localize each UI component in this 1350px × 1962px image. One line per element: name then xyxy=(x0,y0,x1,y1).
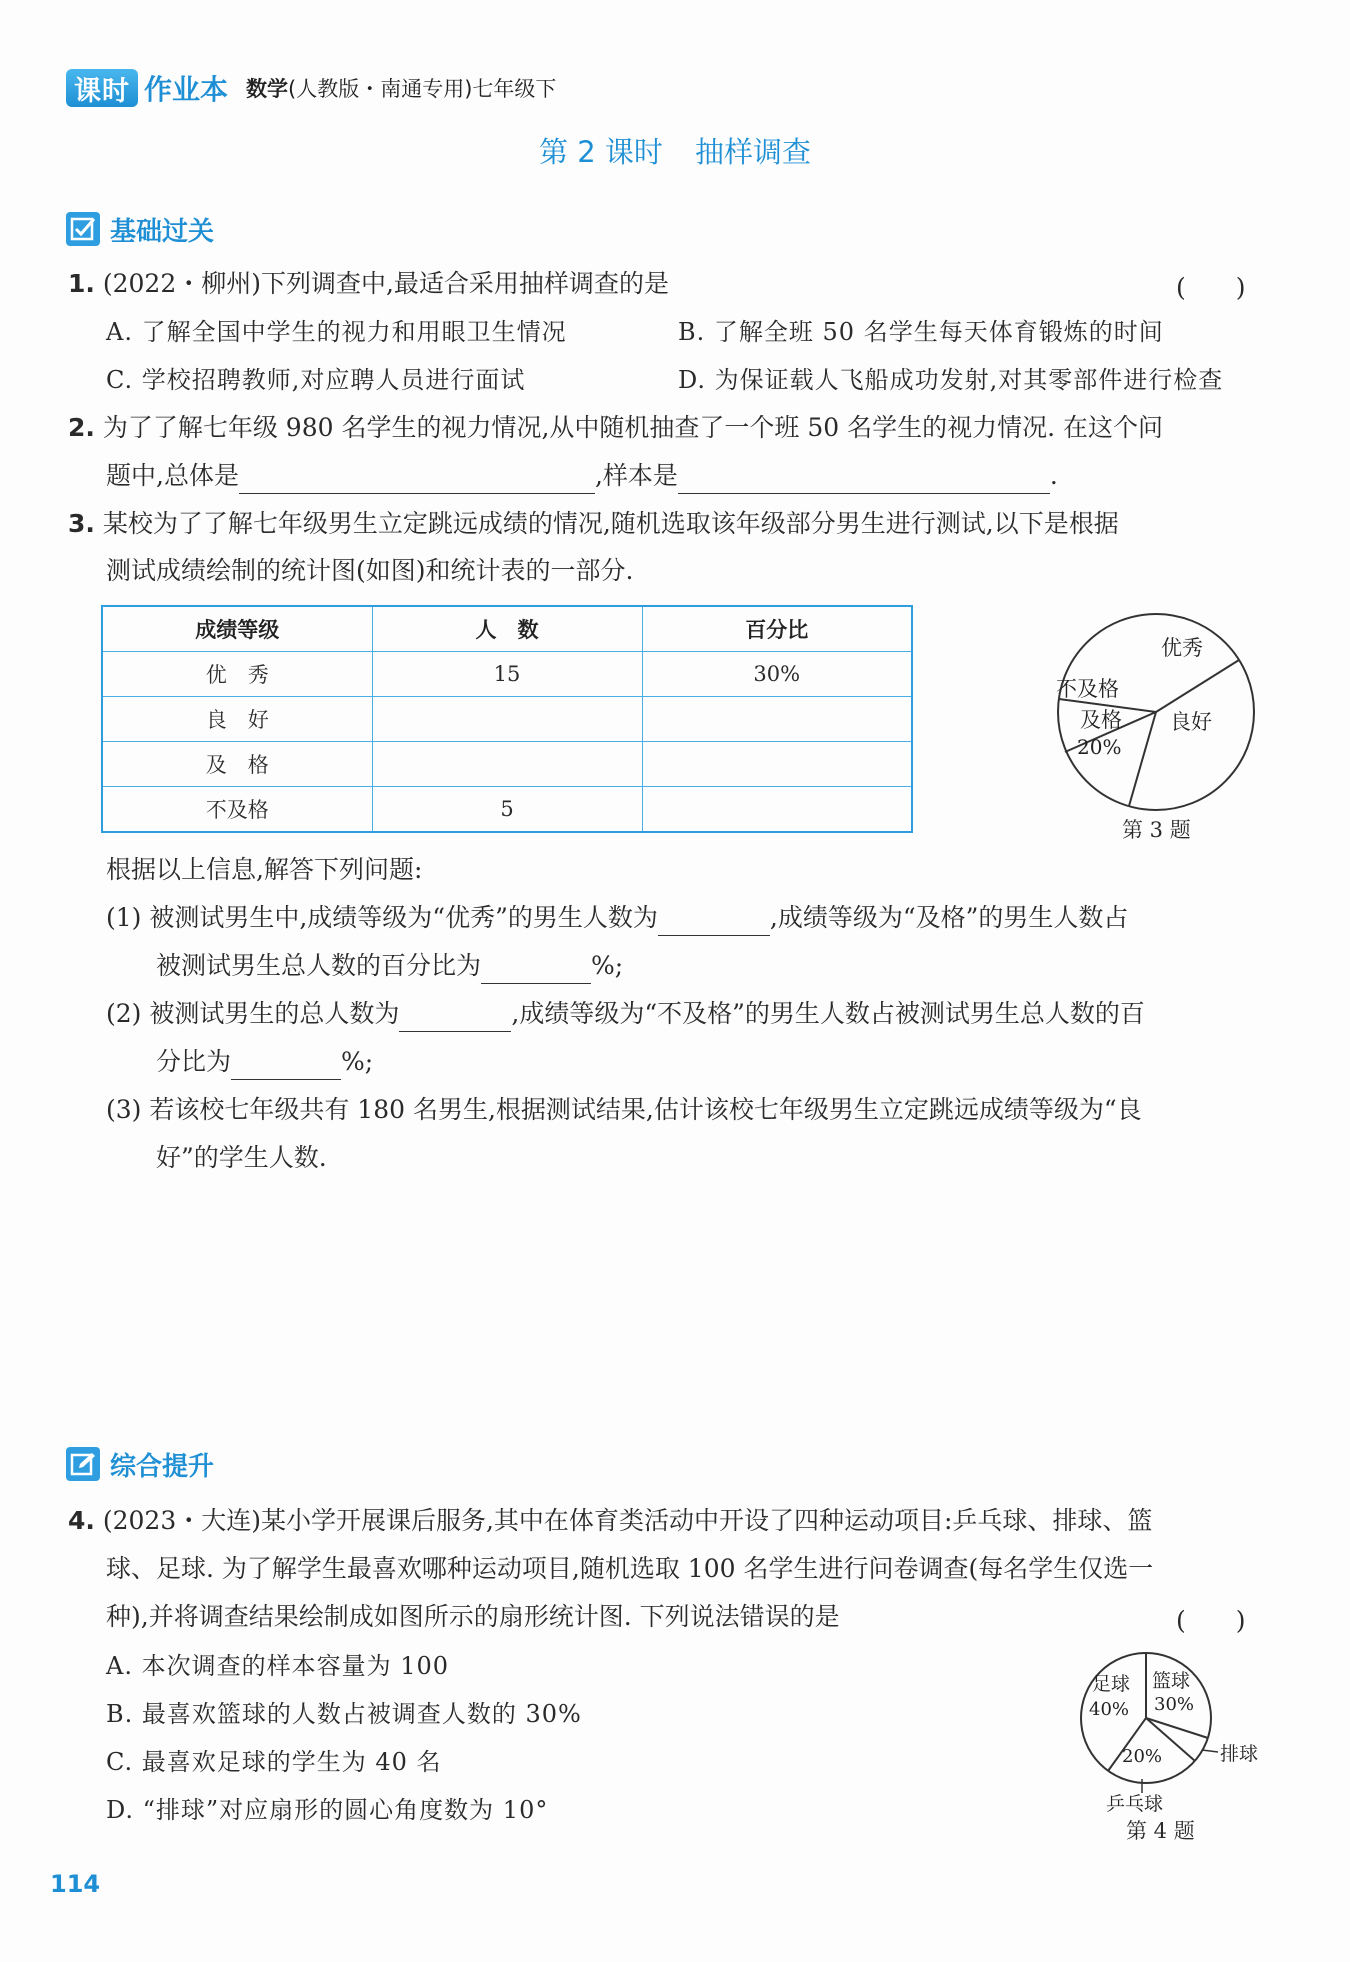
question-4-answer-paren: ( ) xyxy=(1176,1606,1246,1635)
table-header-grade: 成绩等级 xyxy=(102,606,372,652)
pie-label-basketball-percent: 30% xyxy=(1154,1694,1195,1715)
pie-divider xyxy=(1129,712,1156,806)
table-row xyxy=(102,697,912,742)
question-4-line-1 xyxy=(68,1503,1152,1539)
question-2-blank-sample xyxy=(678,467,1050,494)
book-brand: 作业本 xyxy=(144,73,229,106)
book-logo: 课时 xyxy=(66,69,138,107)
subject-name: 数学 xyxy=(246,77,289,101)
question-4-option-a: A. 本次调查的样本容量为 100 xyxy=(106,1652,450,1680)
book-subject-line xyxy=(246,73,556,103)
question-2-line-2 xyxy=(106,458,1058,494)
pie-label-football-percent: 40% xyxy=(1089,1699,1130,1720)
section-basic-header xyxy=(66,209,214,249)
page-number: 114 xyxy=(50,1870,101,1898)
question-4-option-b: B. 最喜欢篮球的人数占被调查人数的 30% xyxy=(106,1700,582,1728)
question-4-figure-caption: 第 4 题 xyxy=(1126,1819,1195,1843)
question-3-line-1 xyxy=(68,506,1119,542)
question-1-answer-paren: ( ) xyxy=(1176,273,1246,302)
question-1-option-a: A. 了解全国中学生的视力和用眼卫生情况 xyxy=(106,318,567,346)
table-header-count: 人 数 xyxy=(372,606,642,652)
pie-label-good: 良好 xyxy=(1170,710,1212,734)
table-header-percent: 百分比 xyxy=(642,606,912,652)
question-1-option-c: C. 学校招聘教师,对应聘人员进行面试 xyxy=(106,366,526,394)
table-header-row xyxy=(102,606,912,652)
section-advanced-header xyxy=(66,1444,214,1484)
question-4-line-3: 种),并将调查结果绘制成如图所示的扇形统计图. 下列说法错误的是 xyxy=(106,1602,840,1631)
table-cell xyxy=(642,742,912,787)
question-1-stem xyxy=(68,266,669,302)
question-1-number: 1. xyxy=(68,269,95,298)
sub-1-text-c: 被测试男生总人数的百分比为 xyxy=(156,951,482,980)
section-advanced-label: 综合提升 xyxy=(110,1451,215,1482)
lesson-number: 第 2 课时 xyxy=(539,135,663,169)
question-3-sub-2-line-2 xyxy=(156,1044,373,1080)
question-3-table xyxy=(101,605,913,833)
question-3-intro: 根据以上信息,解答下列问题: xyxy=(106,855,423,884)
table-cell xyxy=(642,697,912,742)
pie-divider xyxy=(1156,660,1239,712)
question-4-text: (2023・大连)某小学开展课后服务,其中在体育类活动中开设了四种运动项目:乒乓球、排球、篮 xyxy=(102,1506,1153,1535)
lesson-title xyxy=(0,130,1350,171)
question-3-text: 某校为了了解七年级男生立定跳远成绩的情况,随机选取该年级部分男生进行测试,以下是根据 xyxy=(102,509,1119,538)
question-3-line-2: 测试成绩绘制的统计图(如图)和统计表的一部分. xyxy=(106,556,634,585)
table-row xyxy=(102,787,912,833)
pencil-icon xyxy=(66,1447,100,1481)
table-cell: 30% xyxy=(642,652,912,697)
sub-2-blank-fail-percent xyxy=(231,1053,341,1080)
table-cell: 不及格 xyxy=(102,787,372,833)
pie-label-pingpong-percent: 20% xyxy=(1122,1746,1163,1767)
question-4-number: 4. xyxy=(68,1506,95,1535)
sub-2-blank-total xyxy=(399,1005,511,1032)
question-2-text: 为了了解七年级 980 名学生的视力情况,从中随机抽查了一个班 50 名学生的视力情况. 在这个问 xyxy=(102,413,1164,442)
table-cell xyxy=(372,697,642,742)
table-row xyxy=(102,652,912,697)
pie-label-pass-percent: 20% xyxy=(1077,735,1122,759)
question-2-number: 2. xyxy=(68,413,95,442)
pie-label-excellent: 优秀 xyxy=(1161,636,1203,660)
question-1-option-b: B. 了解全班 50 名学生每天体育锻炼的时间 xyxy=(678,318,1164,346)
question-4-option-d: D. “排球”对应扇形的圆心角度数为 10° xyxy=(106,1796,549,1824)
question-2-blank-population xyxy=(239,467,595,494)
pie-label-football: 足球 xyxy=(1092,1673,1131,1695)
table-cell xyxy=(642,787,912,833)
sub-1-blank-excellent xyxy=(658,909,770,936)
question-3-figure-caption: 第 3 题 xyxy=(1122,818,1191,842)
question-3-sub-1-line-2 xyxy=(156,948,623,984)
question-4-option-c: C. 最喜欢足球的学生为 40 名 xyxy=(106,1748,442,1776)
sub-1-blank-pass-percent xyxy=(481,957,591,984)
question-2-text-a: 题中,总体是 xyxy=(106,461,239,490)
book-header xyxy=(66,68,556,108)
edition-text: (人教版・南通专用)七年级下 xyxy=(288,77,557,101)
question-4-line-2: 球、足球. 为了解学生最喜欢哪种运动项目,随机选取 100 名学生进行问卷调查(每名学生仅选一 xyxy=(106,1554,1154,1583)
sub-2-text-a: (2) 被测试男生的总人数为 xyxy=(106,999,400,1028)
checkbox-icon xyxy=(66,212,100,246)
pie-label-volleyball: 排球 xyxy=(1220,1743,1259,1765)
pie-label-basketball: 篮球 xyxy=(1152,1670,1191,1692)
question-1-text: (2022・柳州)下列调查中,最适合采用抽样调查的是 xyxy=(102,269,669,298)
sub-1-text-d: %; xyxy=(591,951,624,980)
question-3-number: 3. xyxy=(68,509,95,538)
question-2-line-1 xyxy=(68,410,1163,446)
table-cell: 5 xyxy=(372,787,642,833)
question-4-pie-chart xyxy=(1070,1640,1270,1830)
sub-1-text-a: (1) 被测试男生中,成绩等级为“优秀”的男生人数为 xyxy=(106,903,658,932)
sub-2-text-d: %; xyxy=(341,1047,374,1076)
question-2-text-c: . xyxy=(1049,461,1058,490)
pie-label-pass: 及格 xyxy=(1080,708,1122,732)
sub-2-text-c: 分比为 xyxy=(156,1047,232,1076)
table-cell: 及 格 xyxy=(102,742,372,787)
question-1-option-d: D. 为保证载人飞船成功发射,对其零部件进行检查 xyxy=(678,366,1224,394)
question-2-text-b: ,样本是 xyxy=(594,461,678,490)
table-cell: 优 秀 xyxy=(102,652,372,697)
question-3-sub-3-line-2: 好”的学生人数. xyxy=(156,1143,327,1172)
table-cell: 良 好 xyxy=(102,697,372,742)
pie-divider xyxy=(1146,1718,1208,1738)
lesson-name: 抽样调查 xyxy=(694,135,811,169)
section-basic-label: 基础过关 xyxy=(110,216,215,247)
sub-2-text-b: ,成绩等级为“不及格”的男生人数占被测试男生总人数的百 xyxy=(511,999,1145,1028)
question-3-sub-1-line-1 xyxy=(106,900,1128,936)
question-3-pie-chart xyxy=(1050,606,1270,826)
pie-label-fail: 不及格 xyxy=(1056,677,1119,701)
question-3-sub-2-line-1 xyxy=(106,996,1145,1032)
table-row xyxy=(102,742,912,787)
table-cell: 15 xyxy=(372,652,642,697)
table-cell xyxy=(372,742,642,787)
question-3-sub-3-line-1: (3) 若该校七年级共有 180 名男生,根据测试结果,估计该校七年级男生立定跳远成绩等级为“良 xyxy=(106,1095,1142,1124)
pie-leader-line xyxy=(1202,1750,1218,1752)
sub-1-text-b: ,成绩等级为“及格”的男生人数占 xyxy=(769,903,1129,932)
pie-label-pingpong: 乒乓球 xyxy=(1106,1793,1164,1815)
